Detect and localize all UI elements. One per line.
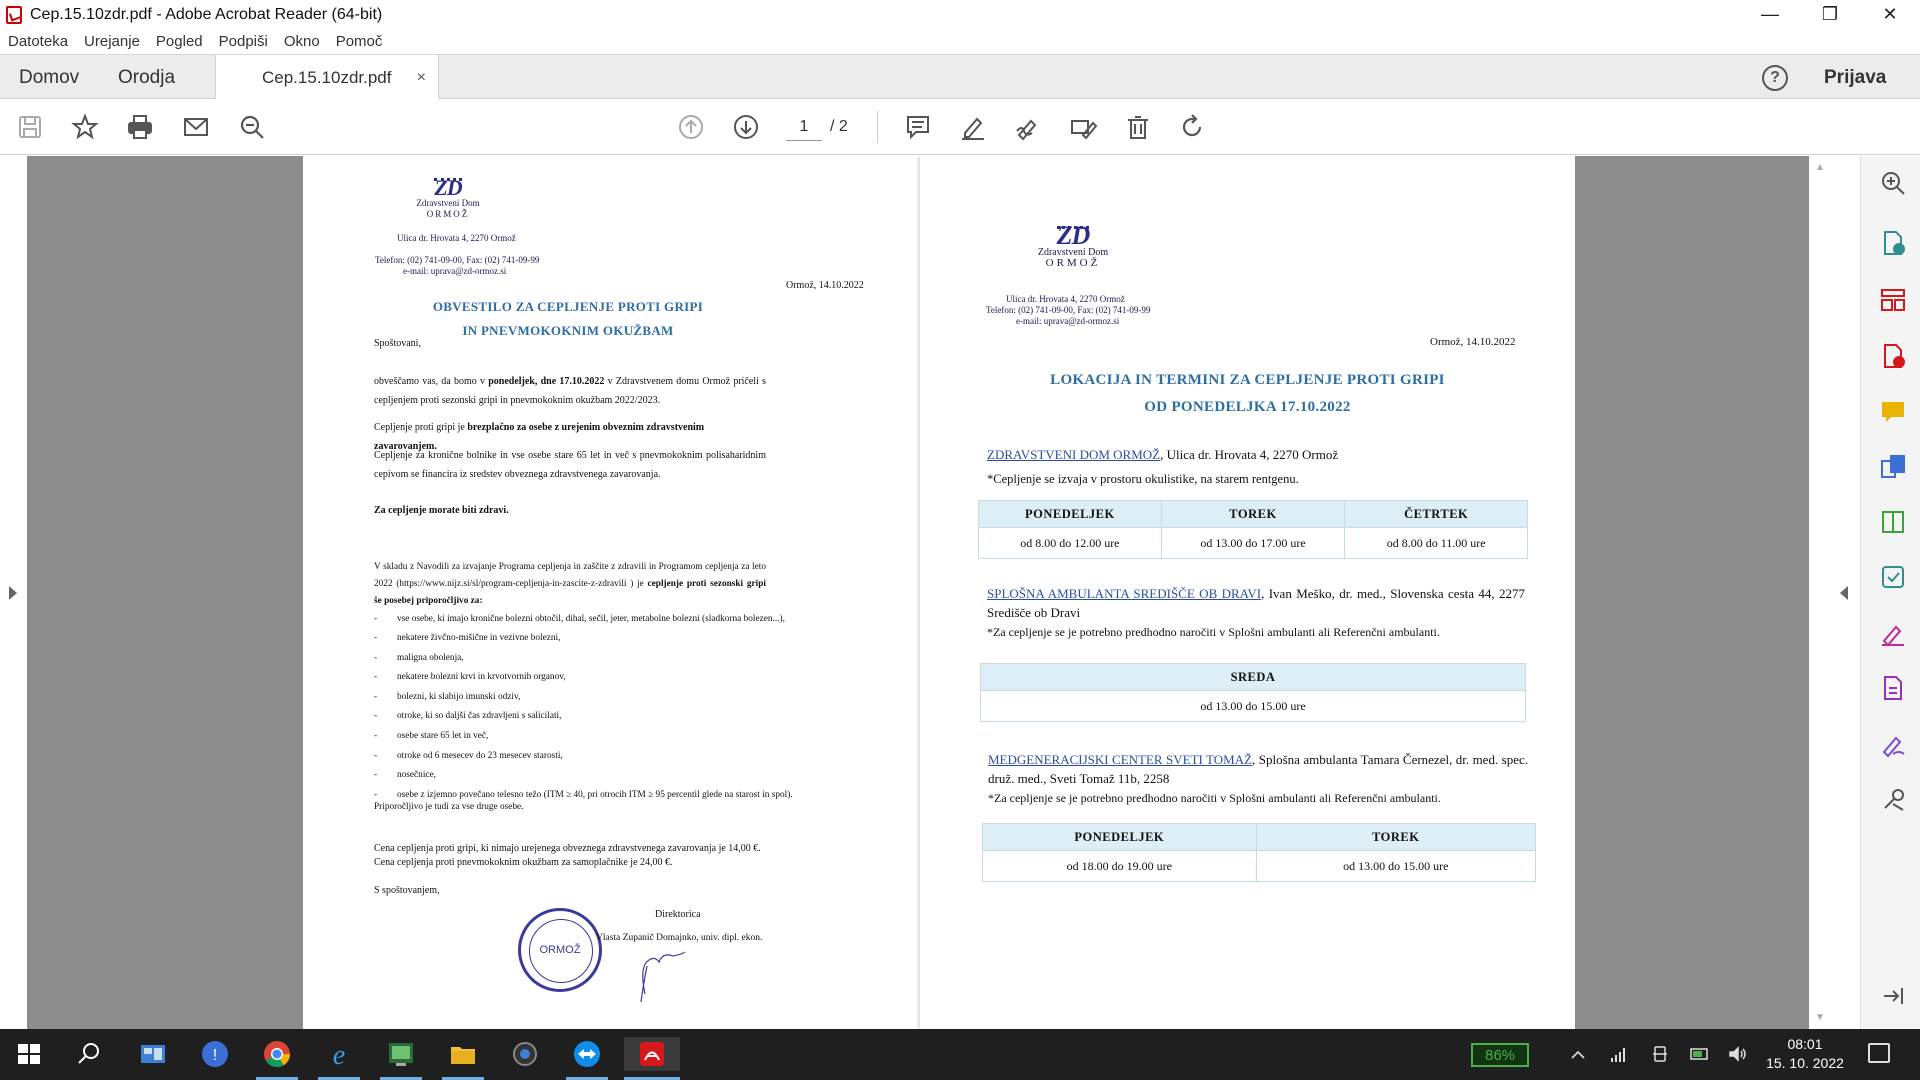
signer-name: Vlasta Zupanič Domajnko, univ. dipl. ekon. <box>596 933 763 943</box>
document-date: Ormož, 14.10.2022 <box>786 280 864 291</box>
handwritten-signature <box>633 946 713 1006</box>
windows-start-icon[interactable] <box>12 1037 46 1071</box>
list-item: - maligna obolenja, <box>374 653 464 663</box>
list-item: - vse osebe, ki imajo kronične bolezni obtočil, dihal, sečil, jeter, metabolne bolezni (sladkorna bolezen...), <box>374 614 785 624</box>
battery-indicator[interactable]: 86% <box>1471 1043 1529 1067</box>
bookmark-star-icon[interactable] <box>71 113 99 141</box>
show-hidden-icons-icon[interactable] <box>1568 1044 1588 1064</box>
closing: S spoštovanjem, <box>374 885 440 896</box>
close-tab-icon[interactable]: × <box>416 68 426 86</box>
paragraph-financing: Cepljenje za kronične bolnike in vse osebe stare 65 let in več s pnevmokoknim polisaharidnim cepivom se financira iz sredstev obveznega zdravstvenega zavarovanja. <box>374 450 766 480</box>
schedule-day: SREDA <box>981 664 1526 691</box>
location-1-schedule <box>978 500 1528 559</box>
document-date: Ormož, 14.10.2022 <box>1430 336 1516 348</box>
list-item: - nosečnice, <box>374 770 436 780</box>
email-icon[interactable] <box>182 113 210 141</box>
schedule-time: od 13.00 do 17.00 ure <box>1161 528 1345 559</box>
schedule-time: od 8.00 do 12.00 ure <box>979 528 1162 559</box>
schedule-day: PONEDELJEK <box>983 824 1257 851</box>
acrobat-reader-icon[interactable] <box>624 1037 680 1071</box>
page-total: / 2 <box>830 118 848 135</box>
stamp-text: ORMOŽ <box>539 944 581 956</box>
compress-pdf-icon[interactable] <box>1879 508 1907 536</box>
highlight-pen-icon[interactable] <box>959 113 987 141</box>
monitor-app-icon[interactable] <box>384 1037 418 1071</box>
address: Ulica dr. Hrovata 4, 2270 Ormož <box>1006 294 1125 304</box>
chrome-icon[interactable] <box>260 1037 294 1071</box>
acrobat-pdf-icon <box>6 6 22 24</box>
logo-name: Zdravstveni Dom <box>1037 247 1109 258</box>
location-3-note: *Za cepljenje se je potrebno predhodno naročiti v Splošni ambulanti ali Referenčni ambulanti. <box>988 791 1441 805</box>
logo-city: ORMOŽ <box>1045 257 1101 269</box>
signer-title: Direktorica <box>655 909 701 920</box>
email: e-mail: uprava@zd-ormoz.si <box>403 266 507 276</box>
paragraph-recommendations <box>374 559 766 610</box>
task-view-app-icon[interactable] <box>136 1037 170 1071</box>
window-title: Cep.15.10zdr.pdf - Adobe Acrobat Reader (64-bit) <box>30 5 383 23</box>
location-3-schedule <box>982 823 1536 882</box>
combine-files-icon[interactable] <box>1879 453 1907 481</box>
schedule-day: PONEDELJEK <box>979 501 1162 528</box>
window-controls <box>1740 0 1920 29</box>
more-tools-icon[interactable] <box>1879 786 1907 814</box>
print-icon[interactable] <box>126 113 154 141</box>
price-pneumococcal: Cena cepljenja proti pnevmokoknim okužbam za samoplačnike je 24,00 €. <box>374 857 673 868</box>
heading-line-1: OBVESTILO ZA CEPLJENJE PROTI GRIPI <box>432 299 704 314</box>
especially-recommended: cepljenje proti sezonski gripi še posebej priporočljivo za: <box>374 579 766 606</box>
minimize-button[interactable]: — <box>1761 4 1779 24</box>
list-item: - nekatere bolezni krvi in krvotvornih organov, <box>374 672 566 682</box>
expand-left-arrow-icon[interactable] <box>9 586 17 600</box>
location-3-address: , Splošna ambulanta Tamara Černezel, dr. med. spec. druž. med., Sveti Tomaž 11b, 2258 <box>988 752 1528 786</box>
start-date: ponedeljek, dne 17.10.2022 <box>488 376 605 387</box>
clock-date: 15. 10. 2022 <box>1766 1055 1844 1071</box>
email: e-mail: uprava@zd-ormoz.si <box>1016 316 1120 326</box>
request-signature-icon[interactable] <box>1879 730 1907 758</box>
paragraph-be-healthy: Za cepljenje morate biti zdravi. <box>374 505 509 516</box>
schedule-time: od 13.00 do 15.00 ure <box>981 691 1526 722</box>
location-3-name[interactable]: MEDGENERACIJSKI CENTER SVETI TOMAŽ <box>988 752 1253 767</box>
close-window-button[interactable]: ✕ <box>1882 4 1898 24</box>
menu-bar <box>0 29 1920 54</box>
menu-pomoc[interactable]: Pomoč <box>335 33 383 50</box>
free-for-insured: brezplačno za osebe z urejenim obveznim zdravstvenim zavarovanjem. <box>374 422 705 452</box>
schedule-day: ČETRTEK <box>1345 501 1528 528</box>
help-icon[interactable]: ? <box>1762 65 1788 91</box>
svg-text:e: e <box>332 1040 346 1069</box>
search-icon[interactable] <box>238 113 266 141</box>
title-bar <box>0 0 1920 29</box>
toolbar <box>0 99 1920 155</box>
para1-part-c: v Zdravstvenem domu Ormož pričeli s cepljenjem proti sezonski gripi in pnevmokoknim okužbam 2022/2023. <box>374 376 766 406</box>
fill-sign-icon[interactable] <box>1014 113 1042 141</box>
menu-okno[interactable]: Okno <box>283 33 320 50</box>
network-signal-icon[interactable] <box>1609 1044 1629 1064</box>
clock-time: 08:01 <box>1787 1036 1823 1052</box>
menu-pogled[interactable]: Pogled <box>155 33 203 50</box>
para1-part-a: obveščamo vas, da bomo v <box>374 376 489 387</box>
schedule-time: od 13.00 do 15.00 ure <box>1256 851 1535 882</box>
schedule-day: TOREK <box>1256 824 1535 851</box>
list-item: - bolezni, ki slabijo imunski odziv, <box>374 692 521 702</box>
zd-logo <box>389 175 507 220</box>
location-1-address: , Ulica dr. Hrovata 4, 2270 Ormož <box>1160 447 1339 462</box>
list-item: - osebe stare 65 let in več, <box>374 731 489 741</box>
menu-urejanje[interactable]: Urejanje <box>84 33 140 50</box>
collapse-right-arrow-icon[interactable] <box>1840 586 1848 600</box>
comment-tool-icon[interactable] <box>1879 398 1907 426</box>
phone: Telefon: (02) 741-09-00, Fax: (02) 741-09-99 <box>375 255 540 265</box>
fill-and-sign-icon[interactable] <box>1879 619 1907 647</box>
zd-logo <box>1003 221 1143 269</box>
windows-taskbar <box>0 1029 1920 1080</box>
next-page-icon[interactable] <box>732 113 760 141</box>
list-item: - nekatere živčno-mišične in vezivne bolezni, <box>374 633 561 643</box>
logo-name: Zdravstveni Dom <box>416 198 480 208</box>
list-item: - osebe z izjemno povečano telesno težo (ITM ≥ 40, pri otrocih ITM ≥ 95 percentil glede na starost in spol). <box>374 790 793 800</box>
pdf-page-1 <box>303 156 943 1029</box>
search-icon[interactable] <box>72 1037 106 1071</box>
tools-pane <box>1860 156 1920 1029</box>
tab-tools[interactable]: Orodja <box>118 66 176 88</box>
tabs-row <box>0 54 1920 99</box>
notification-center-icon[interactable] <box>1868 1043 1890 1063</box>
teamviewer-icon[interactable] <box>570 1037 604 1071</box>
tab-home[interactable]: Domov <box>19 66 80 88</box>
health-centre-stamp <box>518 908 602 992</box>
para2-part-a: Cepljenje proti gripi je <box>374 422 468 433</box>
schedule-time: od 8.00 do 11.00 ure <box>1345 528 1528 559</box>
organize-pages-icon[interactable] <box>1879 286 1907 314</box>
logo-city: ORMOŽ <box>426 209 470 219</box>
restore-button[interactable]: ❐ <box>1821 4 1839 24</box>
svg-text:!: ! <box>212 1047 218 1064</box>
vertical-scrollbar[interactable] <box>1809 156 1830 1029</box>
greeting: Spoštovani, <box>374 338 421 349</box>
para5-part-a: V skladu z Navodili za izvajanje Programa cepljenja in zaščite z zdravili in Programom cepljenja za leto 2022 (https://www.nijz.si/sl/program-cepljenja-in-zascite-z-zdravili ) je <box>374 562 766 589</box>
schedule-day: TOREK <box>1161 501 1345 528</box>
scroll-up-icon[interactable]: ▲ <box>1815 162 1825 173</box>
address: Ulica dr. Hrovata 4, 2270 Ormož <box>397 233 516 243</box>
heading-line-1: LOKACIJA IN TERMINI ZA CEPLJENJE PROTI GRIPI <box>1050 372 1445 388</box>
schedule-time: od 18.00 do 19.00 ure <box>983 851 1257 882</box>
page-number-input[interactable]: 1 <box>786 113 822 141</box>
pdf-viewer[interactable] <box>27 156 1835 1029</box>
location-2-name[interactable]: SPLOŠNA AMBULANTA SREDIŠČE OB DRAVI <box>987 586 1262 601</box>
rotate-icon[interactable] <box>1178 113 1206 141</box>
right-panel-toggle[interactable] <box>1830 156 1860 1029</box>
zd-logo-mark: ZD <box>1056 221 1090 250</box>
paragraph-start-date <box>374 372 766 410</box>
protect-pdf-icon[interactable] <box>1879 674 1907 702</box>
file-explorer-icon[interactable] <box>446 1037 480 1071</box>
edit-text-icon[interactable] <box>1069 113 1097 141</box>
battery-charging-icon[interactable] <box>1690 1044 1710 1064</box>
create-pdf-icon[interactable] <box>1879 342 1907 370</box>
previous-page-icon[interactable] <box>677 113 705 141</box>
pdf-page-2 <box>920 156 1575 1029</box>
device-icon[interactable] <box>1650 1044 1670 1064</box>
save-icon[interactable] <box>16 113 44 141</box>
tab-document[interactable] <box>215 55 439 100</box>
also-recommended: Priporočljivo je tudi za vse druge osebe. <box>374 802 524 812</box>
zoom-icon[interactable] <box>1879 169 1907 197</box>
document-tab-label: Cep.15.10zdr.pdf <box>262 67 392 87</box>
list-item: - otroke, ki so daljši čas zdravljeni s salicilati, <box>374 711 562 721</box>
location-2-note: *Za cepljenje se je potrebno predhodno naročiti v Splošni ambulanti ali Referenčni ambulanti. <box>987 625 1440 639</box>
heading-line-2: OD PONEDELJKA 17.10.2022 <box>1144 399 1351 415</box>
toolbar-divider <box>877 111 878 143</box>
location-3 <box>988 750 1528 788</box>
app-circle-icon[interactable] <box>198 1037 232 1071</box>
location-1-name[interactable]: ZDRAVSTVENI DOM ORMOŽ <box>987 447 1161 462</box>
list-item: - otroke od 6 mesecev do 23 mesecev starosti, <box>374 751 563 761</box>
internet-explorer-icon[interactable] <box>322 1037 356 1071</box>
location-2-schedule <box>980 663 1526 722</box>
location-1 <box>987 445 1507 464</box>
scroll-down-icon[interactable]: ▼ <box>1815 1012 1825 1023</box>
menu-podpisi[interactable]: Podpiši <box>218 33 268 50</box>
system-clock[interactable] <box>1762 1035 1848 1073</box>
phone: Telefon: (02) 741-09-00, Fax: (02) 741-09-99 <box>986 305 1151 315</box>
left-panel-toggle[interactable] <box>0 156 27 1029</box>
collapse-pane-icon[interactable] <box>1879 982 1907 1010</box>
price-flu: Cena cepljenja proti gripi, ki nimajo urejenega obveznega zdravstvenega zavarovanja je 14,00 €. <box>374 843 761 854</box>
send-for-review-icon[interactable] <box>1879 563 1907 591</box>
location-1-note: *Cepljenje se izvaja v prostoru okulistike, na starem rentgenu. <box>987 472 1299 486</box>
heading-line-2: IN PNEVMOKOKNIM OKUŽBAM <box>462 323 674 338</box>
volume-icon[interactable] <box>1728 1044 1748 1064</box>
export-pdf-icon[interactable] <box>1879 229 1907 257</box>
delete-trash-icon[interactable] <box>1124 113 1152 141</box>
menu-datoteka[interactable]: Datoteka <box>8 33 69 50</box>
zd-logo-mark: ZD <box>434 175 462 200</box>
location-2 <box>987 584 1525 622</box>
signin-button[interactable]: Prijava <box>1824 66 1887 88</box>
document-area <box>0 156 1920 1029</box>
location-2-address: , Ivan Meško, dr. med., Slovenska cesta 44, 2277 Središče ob Dravi <box>987 586 1526 620</box>
camera-app-icon[interactable] <box>508 1037 542 1071</box>
comment-icon[interactable] <box>904 113 932 141</box>
